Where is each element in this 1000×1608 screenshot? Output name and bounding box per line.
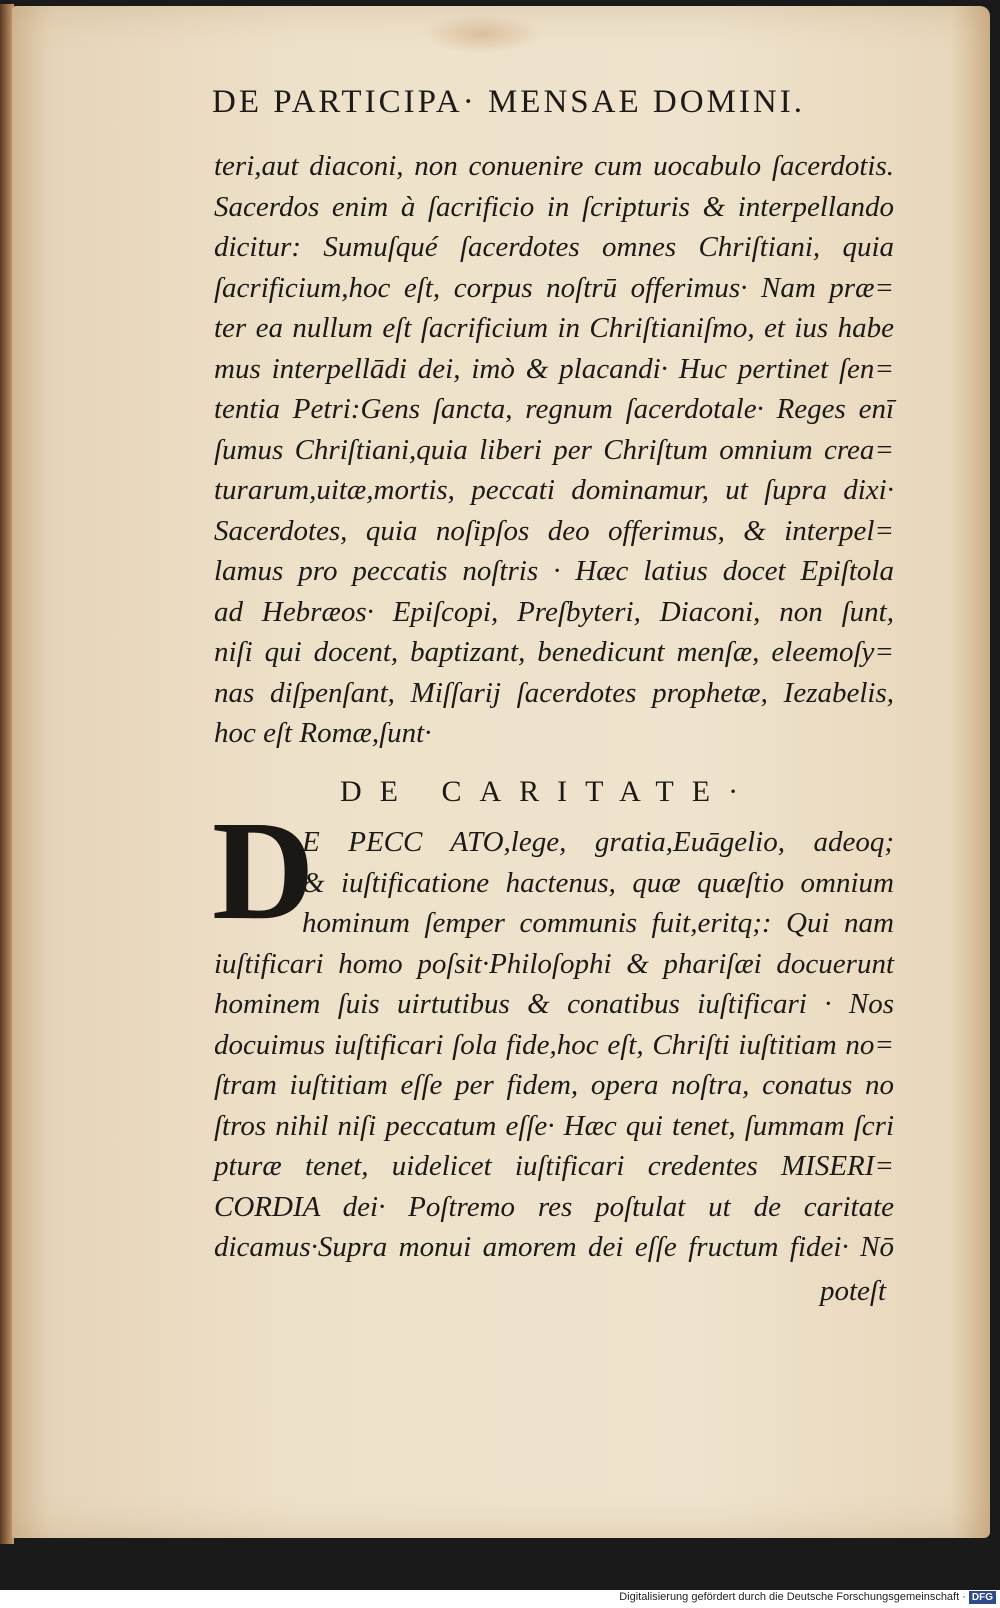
body-text-section	[214, 822, 894, 1268]
text-line: ſacrificium,hoc eſt, corpus noſtrū offerimus· Nam præ=	[214, 271, 894, 304]
text-line: hominem ſuis uirtutibus & conatibus iuſtificari · Nos	[214, 988, 894, 1020]
text-line: docuimus iuſtificari ſola fide,hoc eſt, Chriſti iuſtitiam no=	[214, 1028, 894, 1061]
text-line: iuſtificari homo poſsit·Philoſophi & phariſæi docuerunt	[214, 947, 894, 980]
text-line: nas diſpenſant, Miſſarij ſacerdotes prophetæ, Iezabelis,	[214, 676, 894, 709]
running-title: DE PARTICIPA· MENSAE DOMINI.	[212, 84, 805, 120]
body-text-top	[214, 146, 894, 754]
dfg-logo-icon: DFG	[969, 1591, 996, 1604]
text-line: Sacerdotes, quia noſipſos deo offerimus, & interpel=	[214, 514, 894, 547]
decorated-initial: D	[212, 791, 315, 949]
text-line: dicamus·Supra monui amorem dei eſſe fructum fidei· Nō	[214, 1231, 894, 1263]
text-line: hominum ſemper communis fuit,eritq;: Qui nam	[302, 907, 894, 939]
text-line: teri,aut diaconi, non conuenire cum uocabulo ſacerdotis.	[214, 150, 894, 182]
paper-stain	[422, 14, 542, 54]
text-line: mus interpellādi dei, imò & placandi· Huc pertinet ſen=	[214, 352, 894, 385]
text-line: ter ea nullum eſt ſacrificium in Chriſtianiſmo, et ius habe	[214, 312, 894, 344]
text-line: hoc eſt Romæ,ſunt·	[214, 717, 432, 749]
section-heading: DE CARITATE·	[340, 775, 757, 808]
text-line: turarum,uitæ,mortis, peccati dominamur, ut ſupra dixi·	[214, 474, 894, 506]
text-line: ad Hebræos· Epiſcopi, Preſbyteri, Diaconi, non ſunt,	[214, 595, 894, 628]
text-line: Sacerdos enim à ſacrificio in ſcripturis & interpellando	[214, 190, 894, 223]
credit-text: Digitalisierung gefördert durch die Deutsche Forschungsgemeinschaft ·	[619, 1591, 966, 1603]
text-line: lamus pro peccatis noſtris · Hæc latius docet Epiſtola	[214, 555, 894, 587]
text-line: pturæ tenet, uidelicet iuſtificari credentes MISERI=	[214, 1150, 894, 1182]
text-line: dicitur: Sumuſqué ſacerdotes omnes Chriſtiani, quia	[214, 231, 894, 263]
text-line: E PECC ATO,lege, gratia,Euāgelio, adeoq;	[302, 826, 894, 858]
text-line: tentia Petri:Gens ſancta, regnum ſacerdotale· Reges enī	[214, 393, 894, 425]
text-line: & iuſtificatione hactenus, quæ quæſtio omnium	[302, 866, 894, 899]
text-line: niſi qui docent, baptizant, benedicunt menſæ, eleemoſy=	[214, 636, 894, 668]
text-line: ſtros nihil niſi peccatum eſſe· Hæc qui tenet, ſummam ſcri	[214, 1109, 894, 1142]
text-line: CORDIA dei· Poſtremo res poſtulat ut de caritate	[214, 1190, 894, 1223]
catchword: poteſt	[820, 1275, 887, 1307]
text-line: ſtram iuſtitiam eſſe per fidem, opera noſtra, conatus no	[214, 1069, 894, 1101]
digitization-credit	[619, 1588, 996, 1606]
text-line: ſumus Chriſtiani,quia liberi per Chriſtum omnium crea=	[214, 433, 894, 466]
